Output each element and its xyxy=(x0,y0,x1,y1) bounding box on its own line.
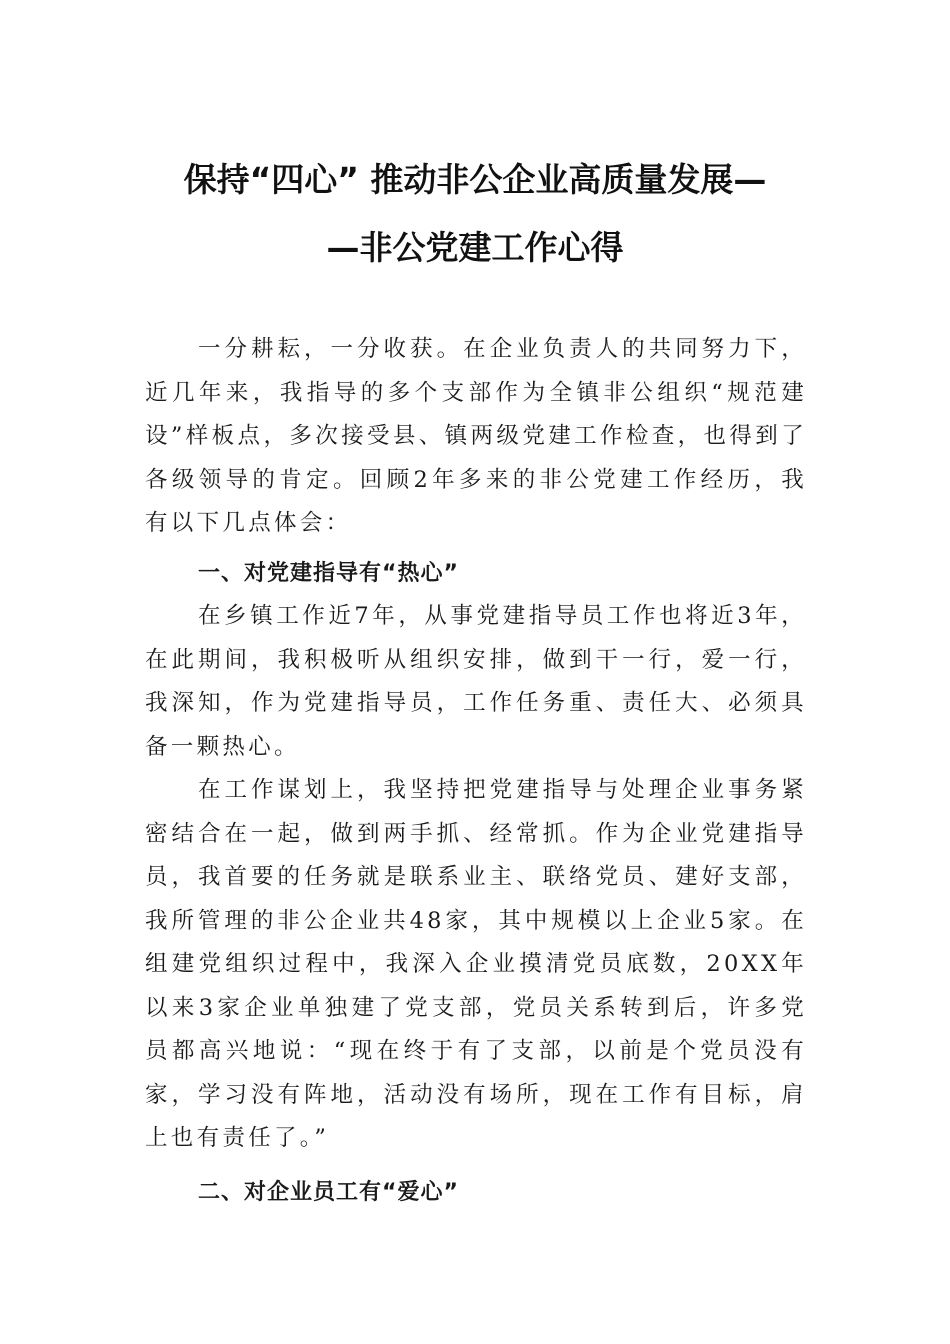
document-title xyxy=(145,158,805,270)
title-line-1: 保持“四心” 推动非公企业高质量发展— xyxy=(183,160,767,199)
section1-paragraph-2: 在工作谋划上，我坚持把党建指导与处理企业事务紧密结合在一起，做到两手抓、经常抓。作为企业党建指导员，我首要的任务就是联系业主、联络党员、建好支部，我所管理的非公企业共48家，其中规模以上企业5家。在组建党组织过程中，我深入企业摸清党员底数，20XX年以来3家企业单独建了党支部，党员关系转到后，许多党员都高兴地说：“现在终于有了支部，以前是个党员没有家，学习没有阵地，活动没有场所，现在工作有目标，肩上也有责任了。” xyxy=(145,777,807,1151)
section-heading-1: 一、对党建指导有“热心” xyxy=(198,560,459,586)
title-line-2: —非公党建工作心得 xyxy=(326,228,624,267)
document-body xyxy=(145,328,807,1214)
intro-paragraph: 一分耕耘，一分收获。在企业负责人的共同努力下，近几年来，我指导的多个支部作为全镇非公组织“规范建设”样板点，多次接受县、镇两级党建工作检查，也得到了各级领导的肯定。回顾2年多来的非公党建工作经历，我有以下几点体会： xyxy=(145,336,807,536)
section-heading-2: 二、对企业员工有“爱心” xyxy=(198,1179,459,1205)
section1-paragraph-1: 在乡镇工作近7年，从事党建指导员工作也将近3年，在此期间，我积极听从组织安排，做到干一行，爱一行，我深知，作为党建指导员，工作任务重、责任大、必须具备一颗热心。 xyxy=(145,603,807,760)
